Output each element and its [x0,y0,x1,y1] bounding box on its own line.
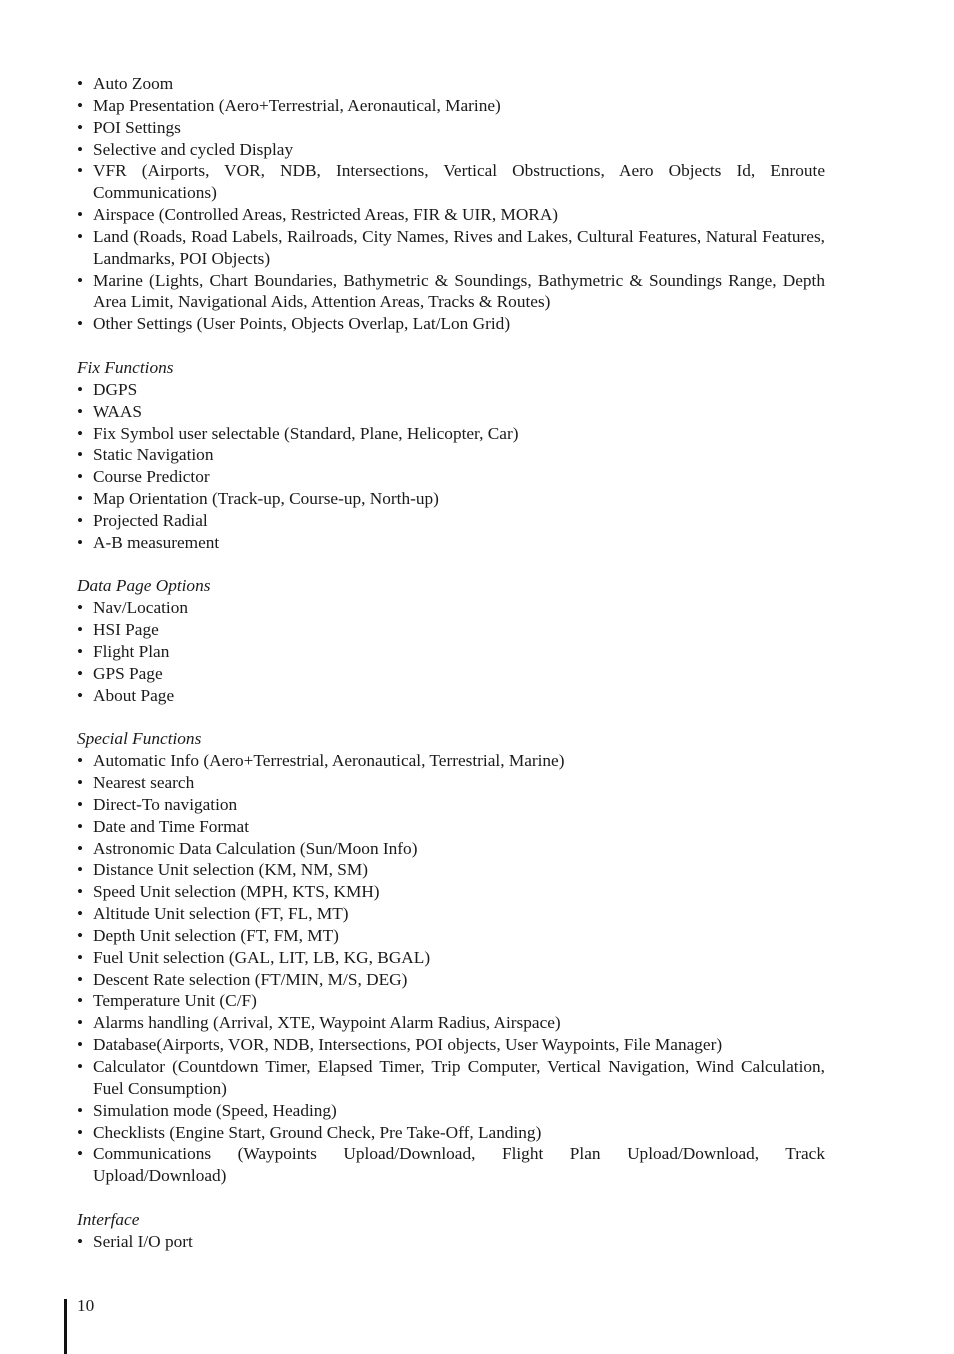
feature-section [77,1209,825,1253]
list-item: • Alarms handling (Arrival, XTE, Waypoint Alarm Radius, Airspace) [77,1012,825,1034]
list-item: • Automatic Info (Aero+Terrestrial, Aeronautical, Terrestrial, Marine) [77,750,825,772]
feature-section [77,575,825,706]
list-item: • Flight Plan [77,641,825,663]
list-item: • Fuel Unit selection (GAL, LIT, LB, KG, BGAL) [77,947,825,969]
list-item: • Speed Unit selection (MPH, KTS, KMH) [77,881,825,903]
list-item: • Marine (Lights, Chart Boundaries, Bathymetric & Soundings, Bathymetric & Soundings Range, Depth Area Limit, Navigational Aids, Attention Areas, Tracks & Routes) [77,270,825,314]
document-body [0,73,954,1253]
list-item: • Course Predictor [77,466,825,488]
list-item: • Temperature Unit (C/F) [77,990,825,1012]
list-item: • Nearest search [77,772,825,794]
list-item: • POI Settings [77,117,825,139]
feature-list [77,379,825,554]
feature-section [77,357,825,554]
list-item: • Communications (Waypoints Upload/Download, Flight Plan Upload/Download, Track Upload/Download) [77,1143,825,1187]
list-item: • Land (Roads, Road Labels, Railroads, City Names, Rives and Lakes, Cultural Features, Natural Features, Landmarks, POI Objects) [77,226,825,270]
feature-list [77,1231,825,1253]
section-heading: Special Functions [77,729,202,749]
feature-list [77,597,825,706]
list-item: • Date and Time Format [77,816,825,838]
list-item: • Astronomic Data Calculation (Sun/Moon Info) [77,838,825,860]
list-item: • GPS Page [77,663,825,685]
section-heading: Fix Functions [77,357,174,377]
list-item: • Static Navigation [77,444,825,466]
feature-section [77,73,825,335]
list-item: • VFR (Airports, VOR, NDB, Intersections, Vertical Obstructions, Aero Objects Id, Enroute Communications) [77,160,825,204]
page-number: 10 [77,1296,95,1315]
section-heading: Interface [77,1209,140,1229]
list-item: • Descent Rate selection (FT/MIN, M/S, DEG) [77,969,825,991]
list-item: • Depth Unit selection (FT, FM, MT) [77,925,825,947]
list-item: • Calculator (Countdown Timer, Elapsed Timer, Trip Computer, Vertical Navigation, Wind Calculation, Fuel Consumption) [77,1056,825,1100]
list-item: • Altitude Unit selection (FT, FL, MT) [77,903,825,925]
feature-list [77,73,825,335]
list-item: • Simulation mode (Speed, Heading) [77,1100,825,1122]
list-item: • A-B measurement [77,532,825,554]
list-item: • Auto Zoom [77,73,825,95]
list-item: • Projected Radial [77,510,825,532]
list-item: • Fix Symbol user selectable (Standard, Plane, Helicopter, Car) [77,423,825,445]
list-item: • HSI Page [77,619,825,641]
list-item: • Database(Airports, VOR, NDB, Intersections, POI objects, User Waypoints, File Manager) [77,1034,825,1056]
section-heading: Data Page Options [77,576,211,596]
list-item: • Serial I/O port [77,1231,825,1253]
list-item: • WAAS [77,401,825,423]
list-item: • Map Orientation (Track-up, Course-up, North-up) [77,488,825,510]
list-item: • DGPS [77,379,825,401]
list-item: • Distance Unit selection (KM, NM, SM) [77,859,825,881]
feature-list [77,750,825,1187]
list-item: • Checklists (Engine Start, Ground Check, Pre Take-Off, Landing) [77,1122,825,1144]
list-item: • Nav/Location [77,597,825,619]
feature-section [77,728,825,1187]
list-item: • Airspace (Controlled Areas, Restricted Areas, FIR & UIR, MORA) [77,204,825,226]
list-item: • Direct-To navigation [77,794,825,816]
list-item: • Selective and cycled Display [77,139,825,161]
footer-rule [64,1299,67,1354]
list-item: • Map Presentation (Aero+Terrestrial, Aeronautical, Marine) [77,95,825,117]
list-item: • About Page [77,685,825,707]
list-item: • Other Settings (User Points, Objects Overlap, Lat/Lon Grid) [77,313,825,335]
